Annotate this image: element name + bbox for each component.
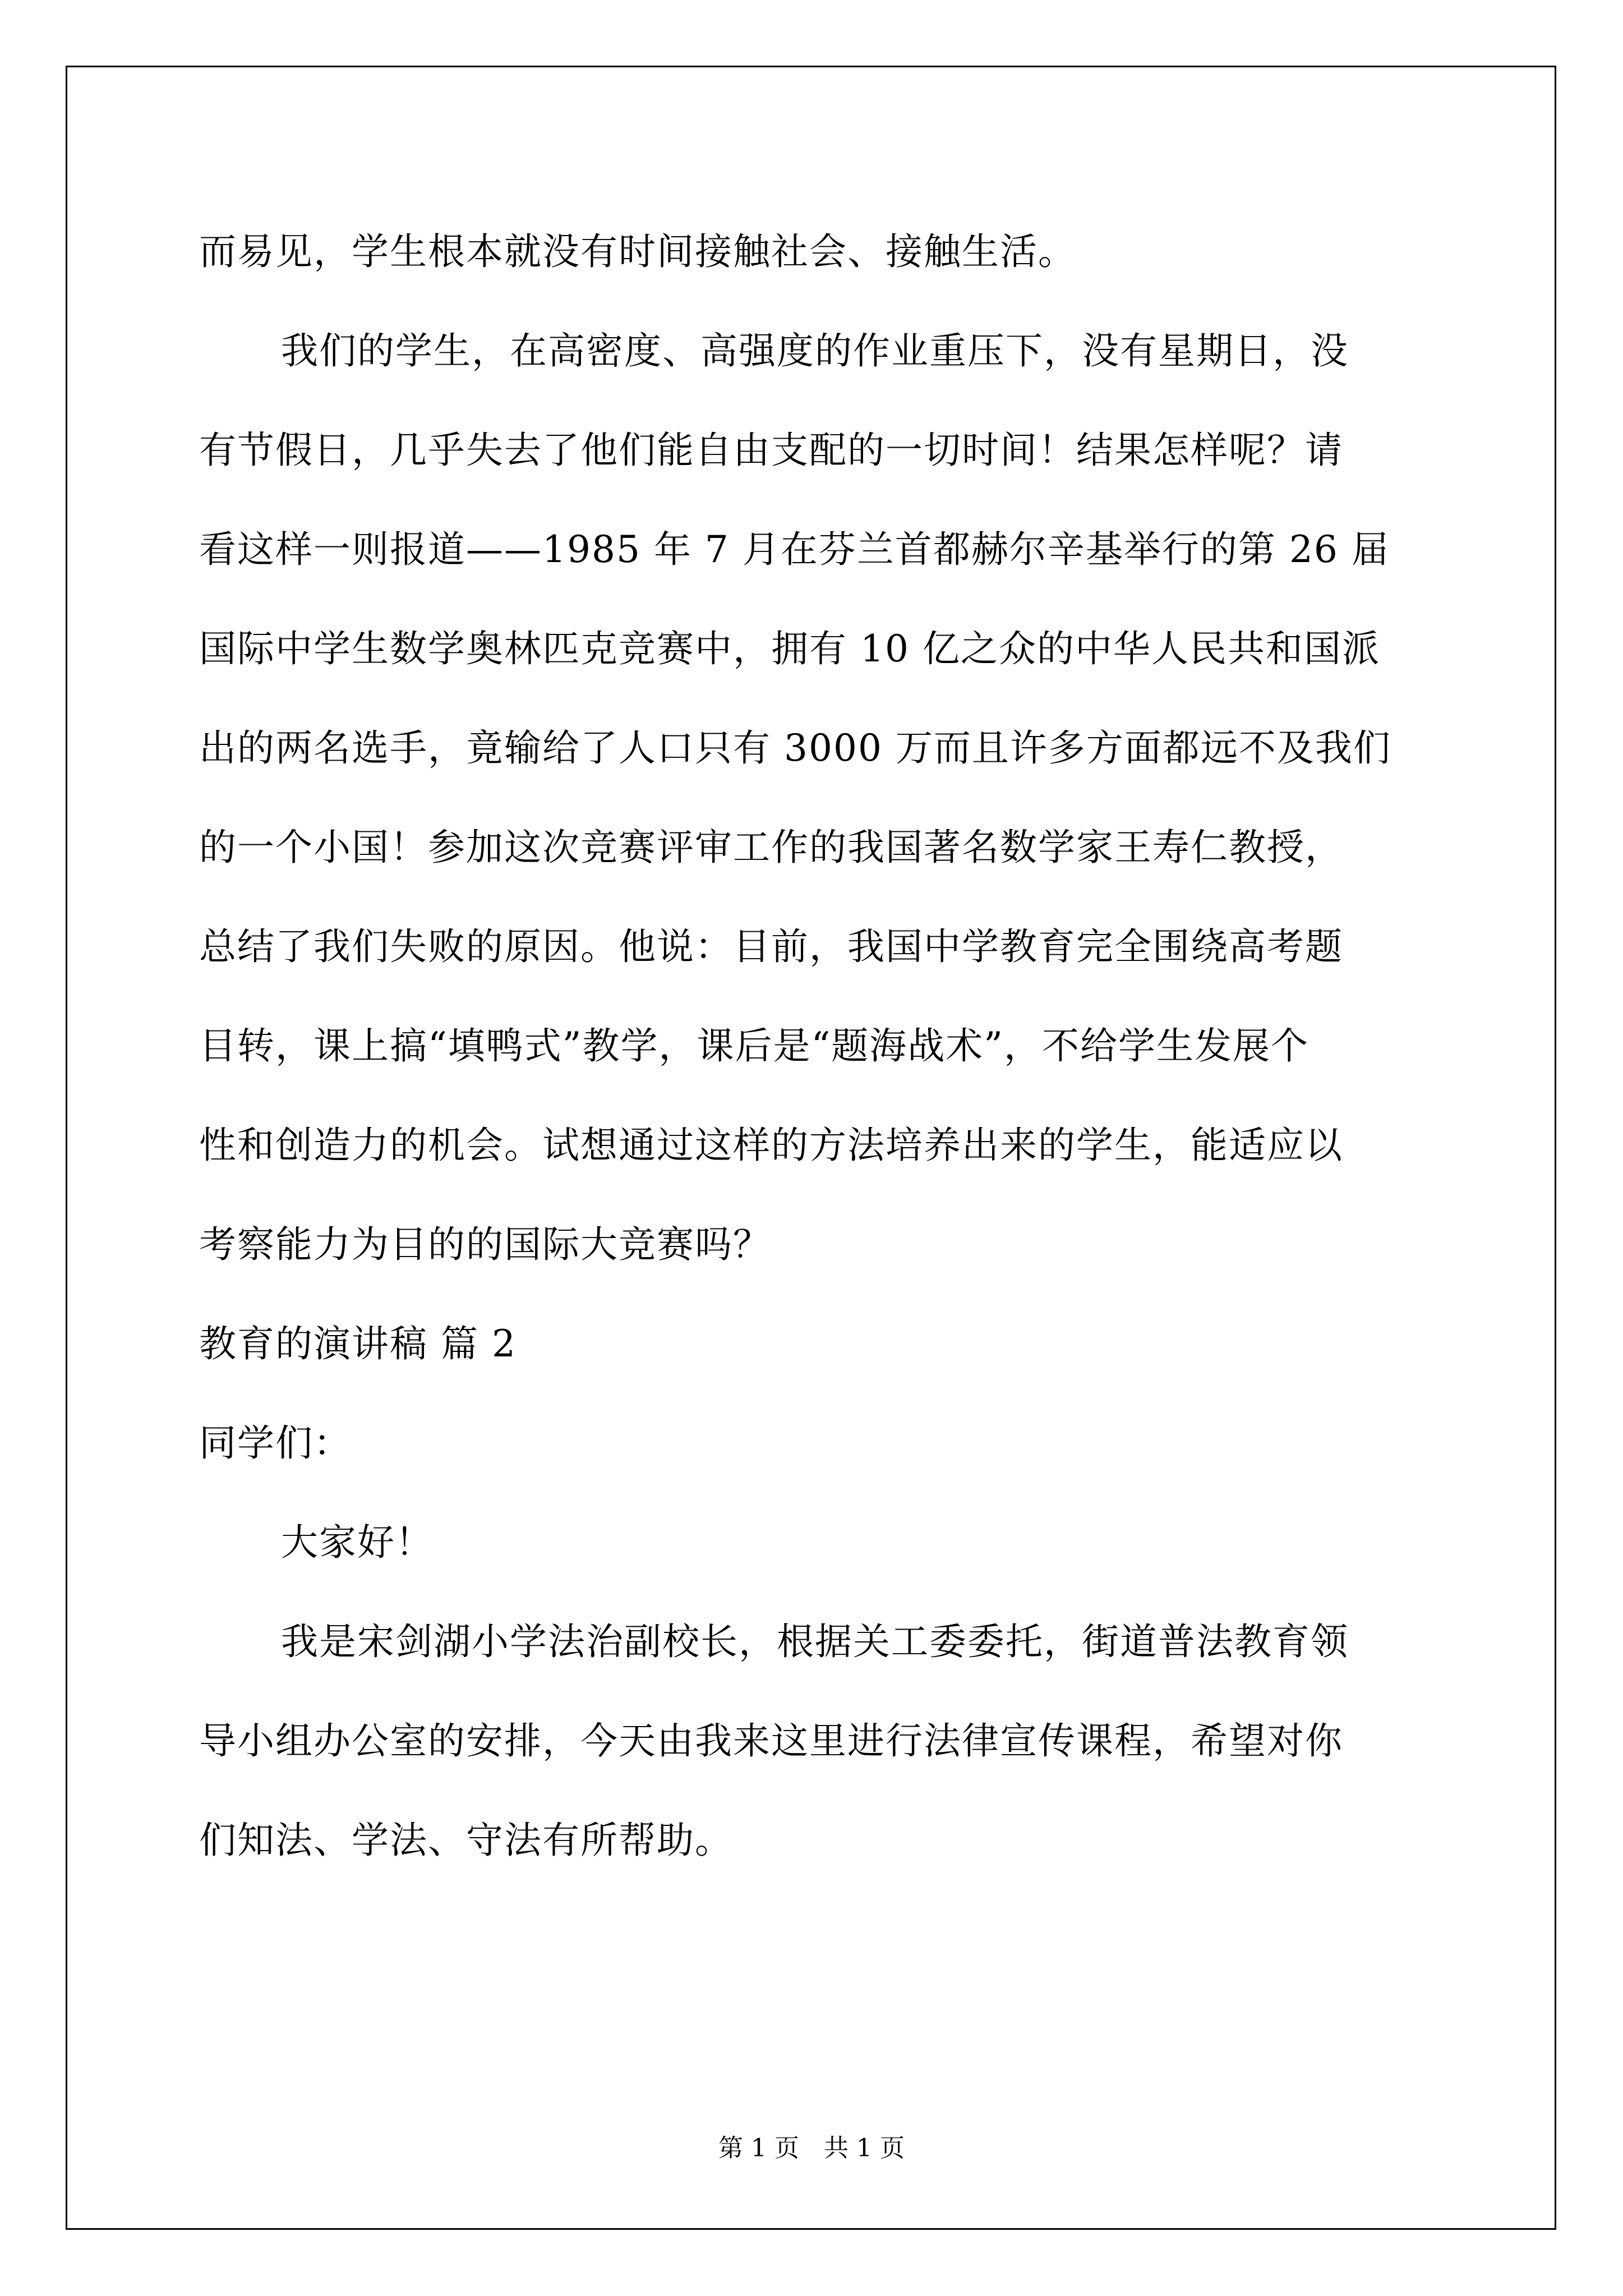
paragraph-line: 我是宋剑湖小学法治副校长，根据关工委委托，街道普法教育领: [281, 1620, 1349, 1663]
paragraph-line: 出的两名选手，竟输给了人口只有 3000 万而且许多方面都远不及我们: [199, 726, 1391, 770]
paragraph-line: 看这样一则报道——1985 年 7 月在芬兰首都赫尔辛基举行的第 26 届: [199, 528, 1390, 571]
greeting: 大家好！: [281, 1521, 434, 1564]
paragraph-line: 有节假日，几乎失去了他们能自由支配的一切时间！结果怎样呢？请: [199, 429, 1343, 472]
paragraph-line: 总结了我们失败的原因。他说：目前，我国中学教育完全围绕高考题: [199, 925, 1343, 968]
paragraph-line: 性和创造力的机会。试想通过这样的方法培养出来的学生，能适应以: [199, 1124, 1343, 1167]
paragraph-line: 我们的学生，在高密度、高强度的作业重压下，没有星期日，没: [281, 329, 1349, 372]
paragraph-line: 的一个小国！参加这次竞赛评审工作的我国著名数学家王寿仁教授，: [199, 826, 1343, 869]
salutation: 同学们：: [199, 1421, 352, 1465]
paragraph-line: 们知法、学法、守法有所帮助。: [199, 1819, 733, 1862]
paragraph-line: 考察能力为目的的国际大竞赛吗？: [199, 1223, 771, 1266]
paragraph-line: 国际中学生数学奥林匹克竞赛中，拥有 10 亿之众的中华人民共和国派: [199, 627, 1380, 670]
section-heading: 教育的演讲稿 篇 2: [199, 1322, 517, 1365]
paragraph-line: 而易见，学生根本就没有时间接触社会、接触生活。: [199, 230, 1076, 273]
paragraph-line: 目转，课上搞“填鸭式”教学，课后是“题海战术”，不给学生发展个: [199, 1024, 1309, 1068]
page-number-footer: 第 1 页 共 1 页: [718, 2134, 905, 2162]
document-body: [199, 202, 1426, 1890]
paragraph-line: 导小组办公室的安排，今天由我来这里进行法律宣传课程，希望对你: [199, 1719, 1343, 1763]
